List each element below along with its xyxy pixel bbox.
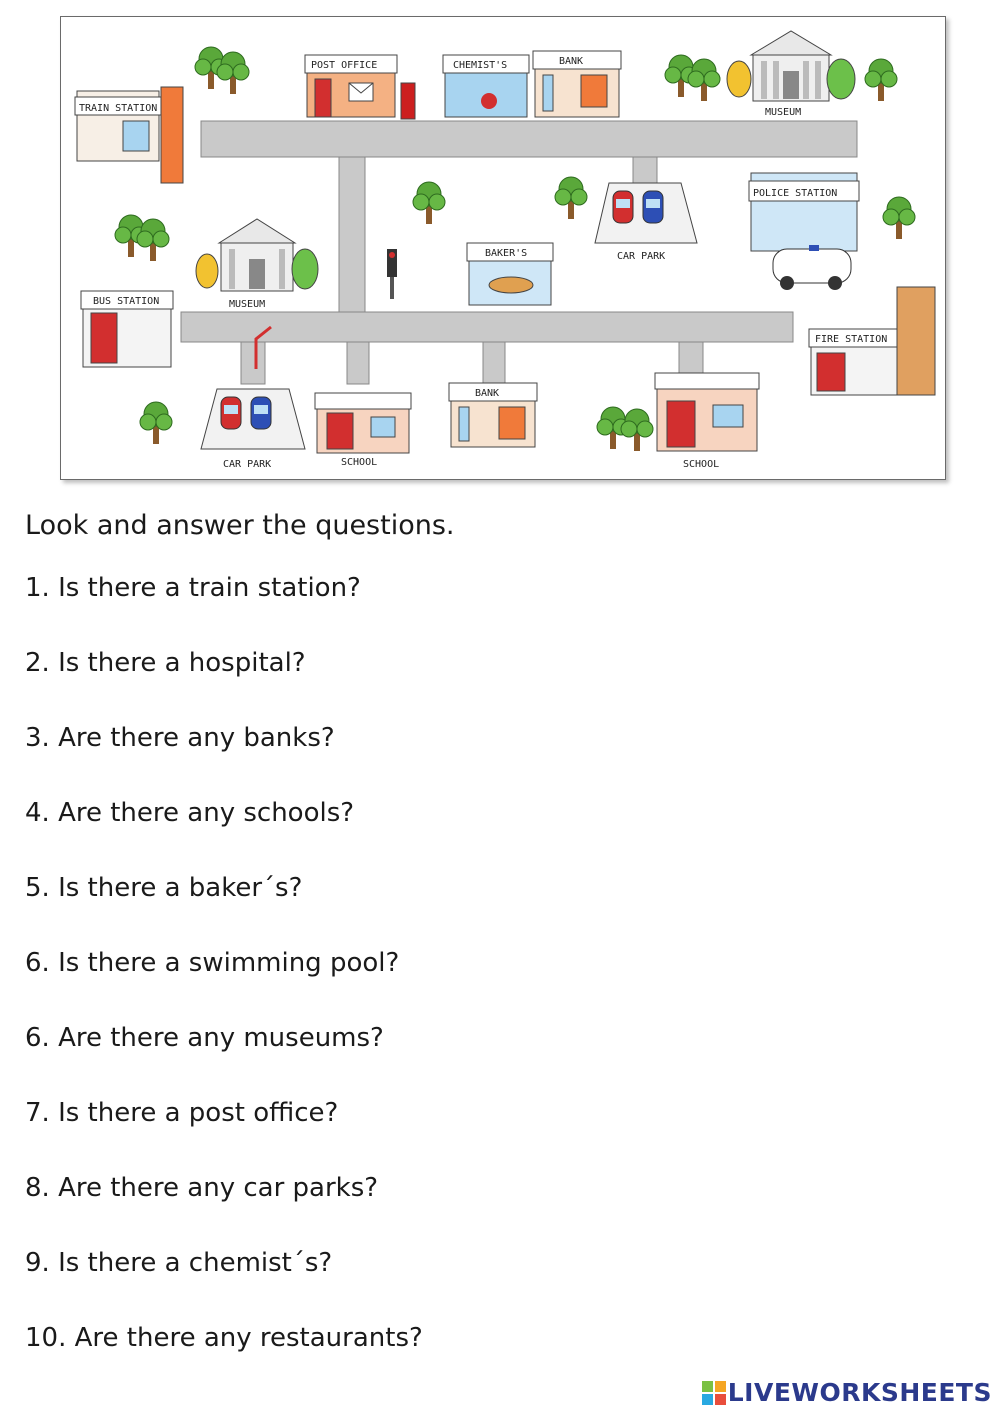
bank-building-bottom [449,383,537,447]
instruction-heading: Look and answer the questions. [25,510,455,541]
museum-left-label: MUSEUM [229,299,266,310]
chemists-label: CHEMIST'S [453,60,508,71]
school-building-left [315,393,411,468]
town-map-illustration [61,17,945,479]
chemists-building [443,55,529,117]
bank-building-top [533,51,621,117]
bakers-building [467,243,553,305]
liveworksheets-logo [702,1378,992,1407]
question-item: 8. Are there any car parks? [25,1173,379,1203]
question-item: 9. Is there a chemist´s? [25,1248,333,1278]
post-office-building [305,55,415,119]
question-item: 4. Are there any schools? [25,798,355,828]
car-park-top [595,183,697,262]
logo-text: LIVEWORKSHEETS [727,1378,992,1407]
police-station-building [749,173,859,290]
question-item: 3. Are there any banks? [25,723,335,753]
museum-top-label: MUSEUM [765,107,802,118]
bus-station-building [81,291,173,367]
question-item: 6. Is there a swimming pool? [25,948,400,978]
train-station-building [75,87,183,183]
school-right-label: SCHOOL [683,459,720,470]
question-item: 1. Is there a train station? [25,573,361,603]
question-item: 5. Is there a baker´s? [25,873,303,903]
question-item: 7. Is there a post office? [25,1098,339,1128]
train-station-label: TRAIN STATION [79,103,158,114]
police-station-label: POLICE STATION [753,188,838,199]
bank-bottom-label: BANK [475,388,500,399]
question-item: 6. Are there any museums? [25,1023,384,1053]
car-park-bottom [201,389,305,470]
question-list [25,570,423,1395]
traffic-light-icon [387,249,397,299]
museum-building-left [196,219,318,310]
question-item: 2. Is there a hospital? [25,648,306,678]
car-park-top-label: CAR PARK [617,251,666,262]
fire-station-label: FIRE STATION [815,334,888,345]
bakers-label: BAKER'S [485,248,528,259]
museum-building-top [727,31,855,118]
school-left-label: SCHOOL [341,457,378,468]
logo-badge-icon [702,1381,726,1405]
post-office-label: POST OFFICE [311,60,378,71]
fire-station-building [809,287,935,395]
school-building-right [655,373,759,470]
question-item: 10. Are there any restaurants? [25,1323,423,1353]
town-map [60,16,946,480]
car-park-bottom-label: CAR PARK [223,459,272,470]
bus-station-label: BUS STATION [93,296,160,307]
bank-top-label: BANK [559,56,584,67]
